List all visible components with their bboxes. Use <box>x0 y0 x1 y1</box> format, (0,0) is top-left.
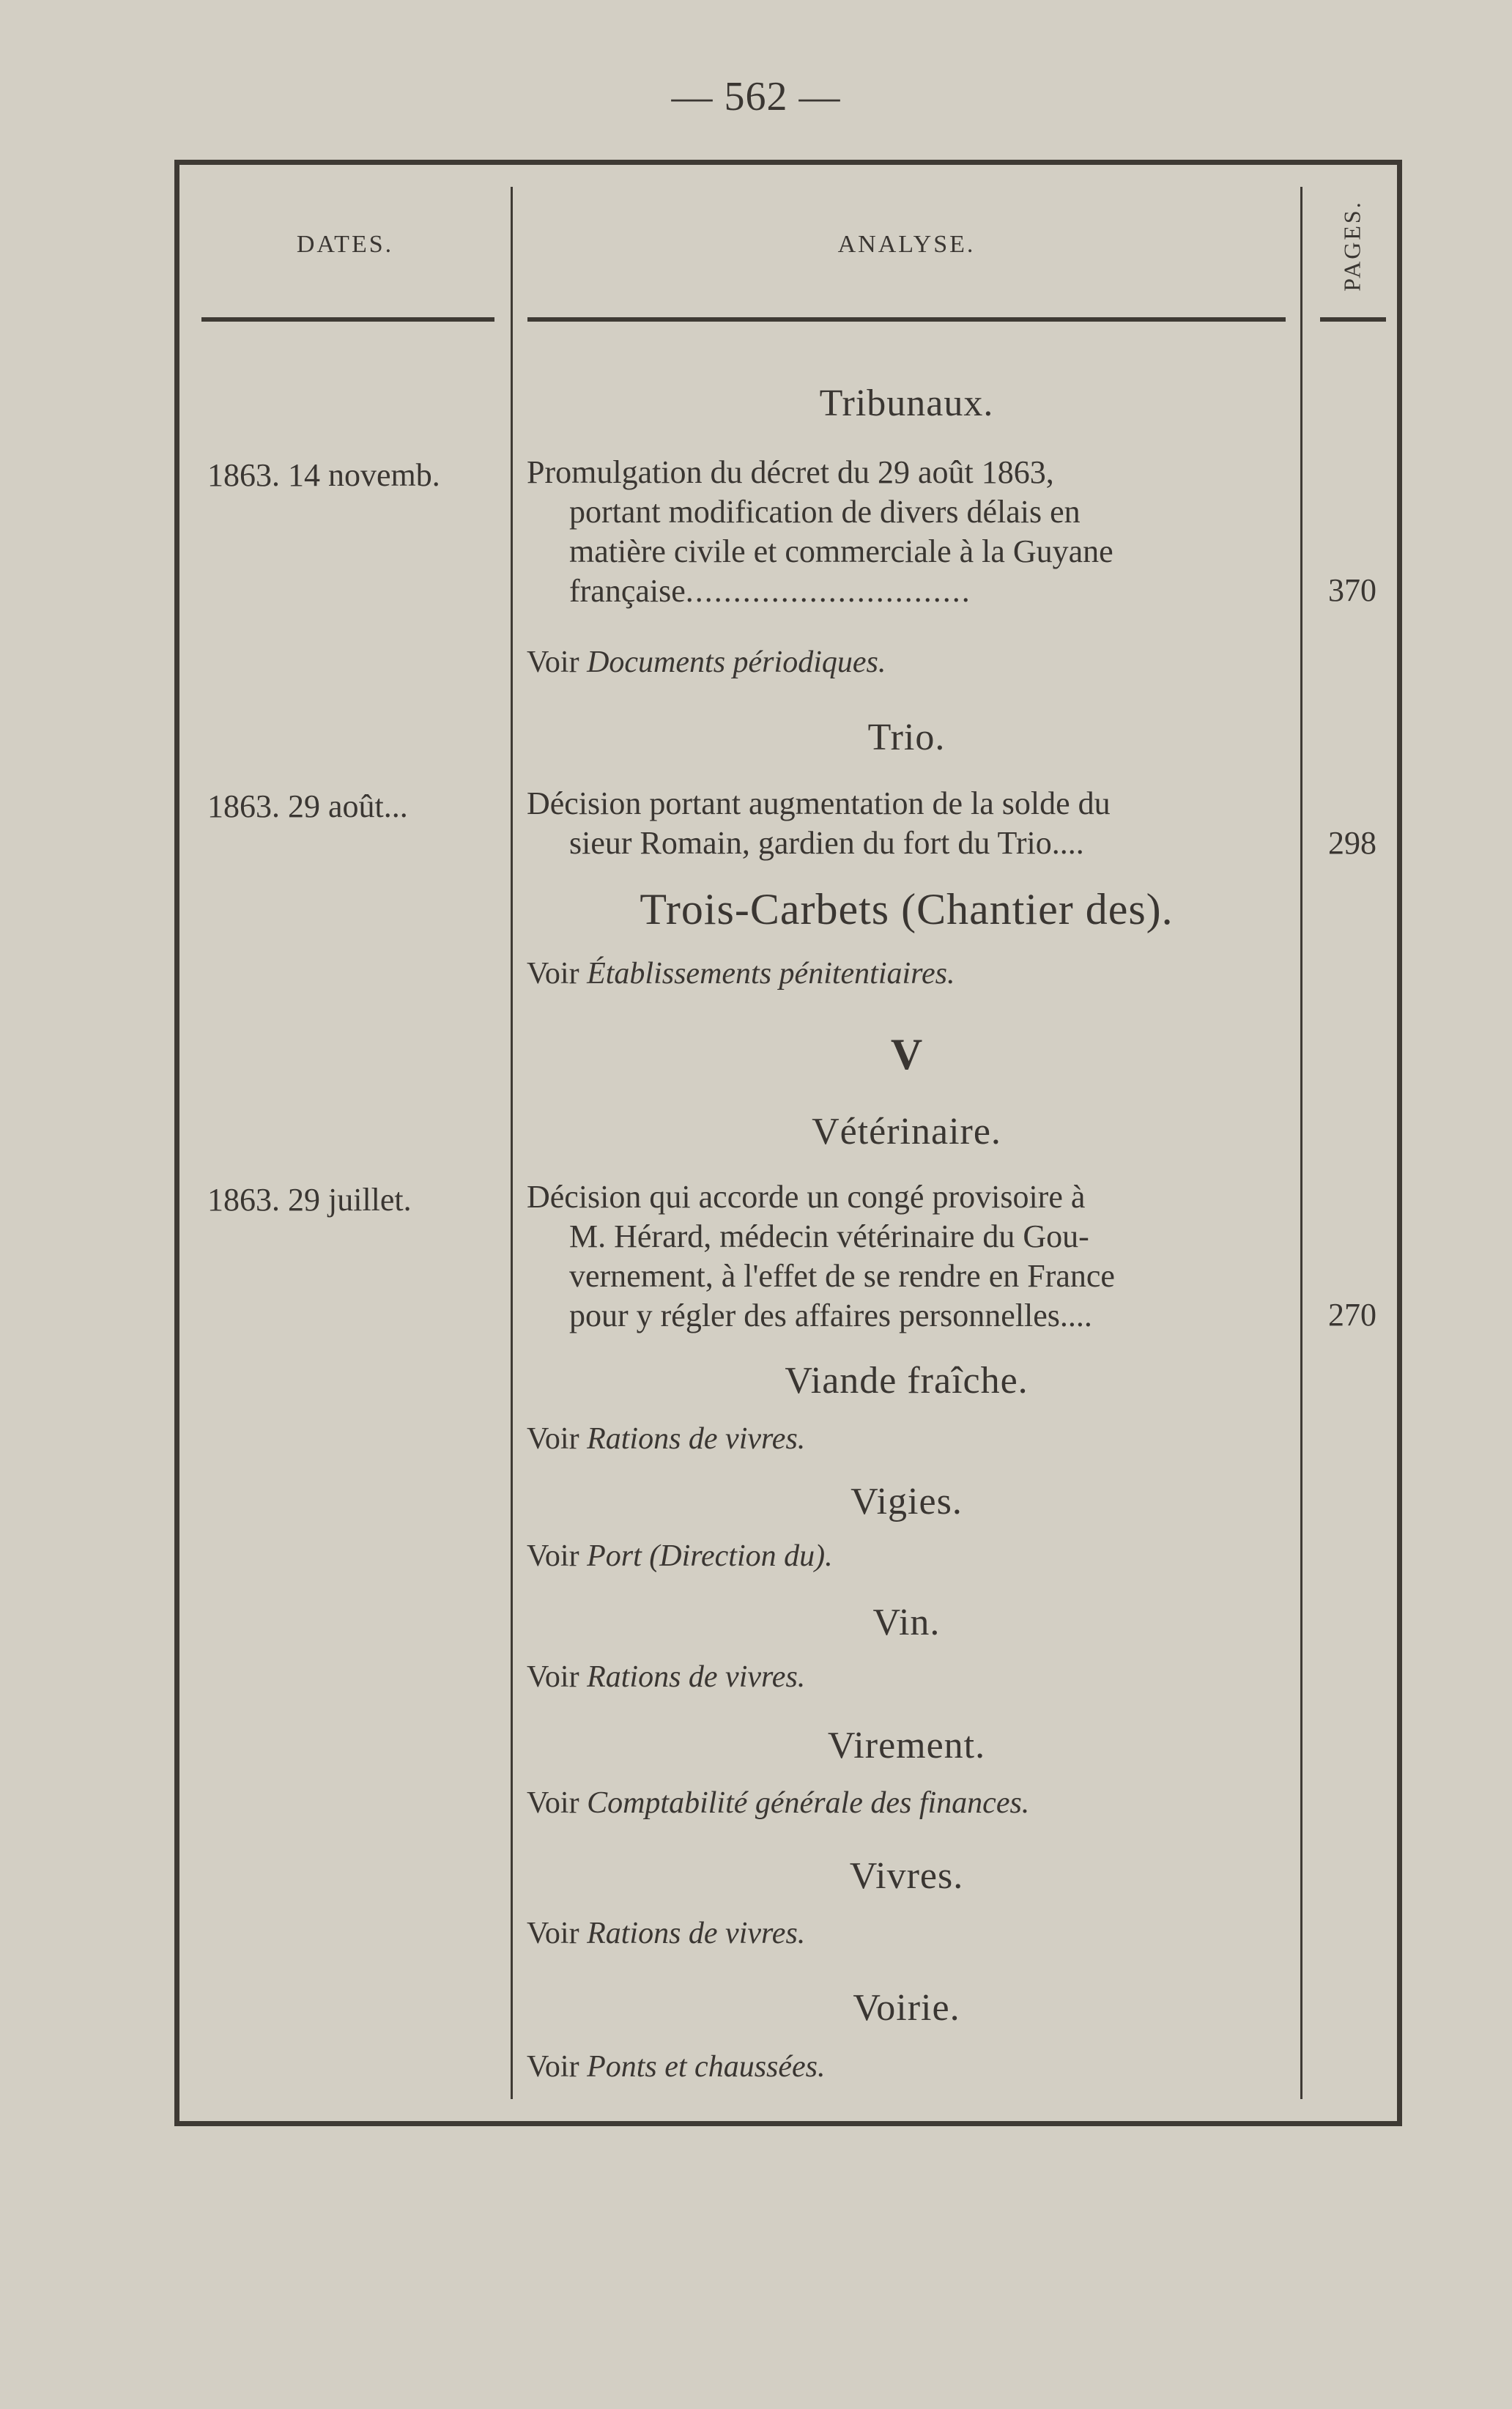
analysis-line: matière civile et commerciale à la Guyane <box>569 533 1113 569</box>
analysis-line: vernement, à l'effet de se rendre en France <box>569 1258 1115 1294</box>
see-prefix: Voir <box>527 1786 579 1820</box>
see-prefix: Voir <box>527 1422 579 1456</box>
header-dates: DATES. <box>296 231 394 258</box>
see-also-vivres <box>527 1916 1289 1951</box>
entry-analysis-tribunaux <box>527 453 1289 611</box>
see-also-virement <box>527 1786 1289 1821</box>
see-reference: Rations de vivres. <box>587 1660 806 1694</box>
page-number: — 562 — <box>671 74 841 119</box>
see-reference: Rations de vivres. <box>587 1422 806 1456</box>
entry-date-veterinaire: 1863. 29 juillet. <box>207 1182 412 1218</box>
see-also-tribunaux <box>527 645 1289 680</box>
entry-date-trio: 1863. 29 août... <box>207 788 408 824</box>
see-reference: Documents périodiques. <box>587 645 886 679</box>
header-analyse: ANALYSE. <box>837 231 976 258</box>
header-pages-label: PAGES. <box>1338 199 1365 292</box>
section-title-voirie: Voirie. <box>853 1987 960 2029</box>
analysis-line: Décision portant augmentation de la solde du <box>527 785 1111 821</box>
see-prefix: Voir <box>527 957 579 991</box>
analysis-line: Promulgation du décret du 29 août 1863, <box>527 454 1054 490</box>
see-reference: Comptabilité générale des finances. <box>587 1786 1030 1820</box>
section-title-trois-carbets: Trois-Carbets (Chantier des). <box>640 885 1174 933</box>
analysis-line: M. Hérard, médecin vétérinaire du Gou- <box>569 1218 1089 1254</box>
section-title-tribunaux: Tribunaux. <box>819 382 994 424</box>
analysis-line: portant modification de divers délais en <box>569 494 1081 530</box>
see-also-vigies <box>527 1539 1289 1574</box>
see-also-viande <box>527 1421 1289 1457</box>
analysis-line: sieur Romain, gardien du fort du Trio.... <box>569 825 1084 861</box>
see-prefix: Voir <box>527 1660 579 1694</box>
index-table <box>174 160 1402 2126</box>
entry-date-tribunaux: 1863. 14 novemb. <box>207 457 440 493</box>
see-reference: Rations de vivres. <box>587 1917 806 1950</box>
analysis-line <box>527 571 1289 611</box>
dot-leader: .............................. <box>685 573 971 609</box>
see-reference: Port (Direction du). <box>587 1539 833 1573</box>
see-prefix: Voir <box>527 2050 579 2084</box>
see-also-vin <box>527 1659 1289 1695</box>
entry-analysis-trio <box>527 784 1289 863</box>
see-reference: Ponts et chaussées. <box>587 2050 826 2084</box>
section-title-vigies: Vigies. <box>850 1481 963 1522</box>
page-ref-veterinaire: 270 <box>1328 1297 1376 1333</box>
see-prefix: Voir <box>527 1917 579 1950</box>
page-ref-trio: 298 <box>1328 825 1376 861</box>
see-also-trois-carbets <box>527 956 1289 991</box>
section-title-trio: Trio. <box>867 717 946 758</box>
see-prefix: Voir <box>527 645 579 679</box>
section-title-vin: Vin. <box>872 1602 941 1643</box>
see-also-voirie <box>527 2049 1289 2084</box>
section-title-vivres: Vivres. <box>849 1855 964 1897</box>
table-body <box>179 165 1397 2121</box>
see-prefix: Voir <box>527 1539 579 1573</box>
see-reference: Établissements pénitentiaires. <box>587 957 955 991</box>
analysis-line: pour y régler des affaires personnelles.... <box>569 1298 1092 1333</box>
letter-heading: V <box>890 1030 923 1078</box>
section-title-viande: Viande fraîche. <box>785 1360 1029 1402</box>
section-title-veterinaire: Vétérinaire. <box>812 1111 1001 1152</box>
section-title-virement: Virement. <box>827 1725 986 1766</box>
page-ref-tribunaux: 370 <box>1328 572 1376 608</box>
analysis-line: Décision qui accorde un congé provisoire à <box>527 1179 1086 1215</box>
analysis-line-text: française <box>569 573 686 609</box>
entry-analysis-veterinaire <box>527 1177 1289 1336</box>
